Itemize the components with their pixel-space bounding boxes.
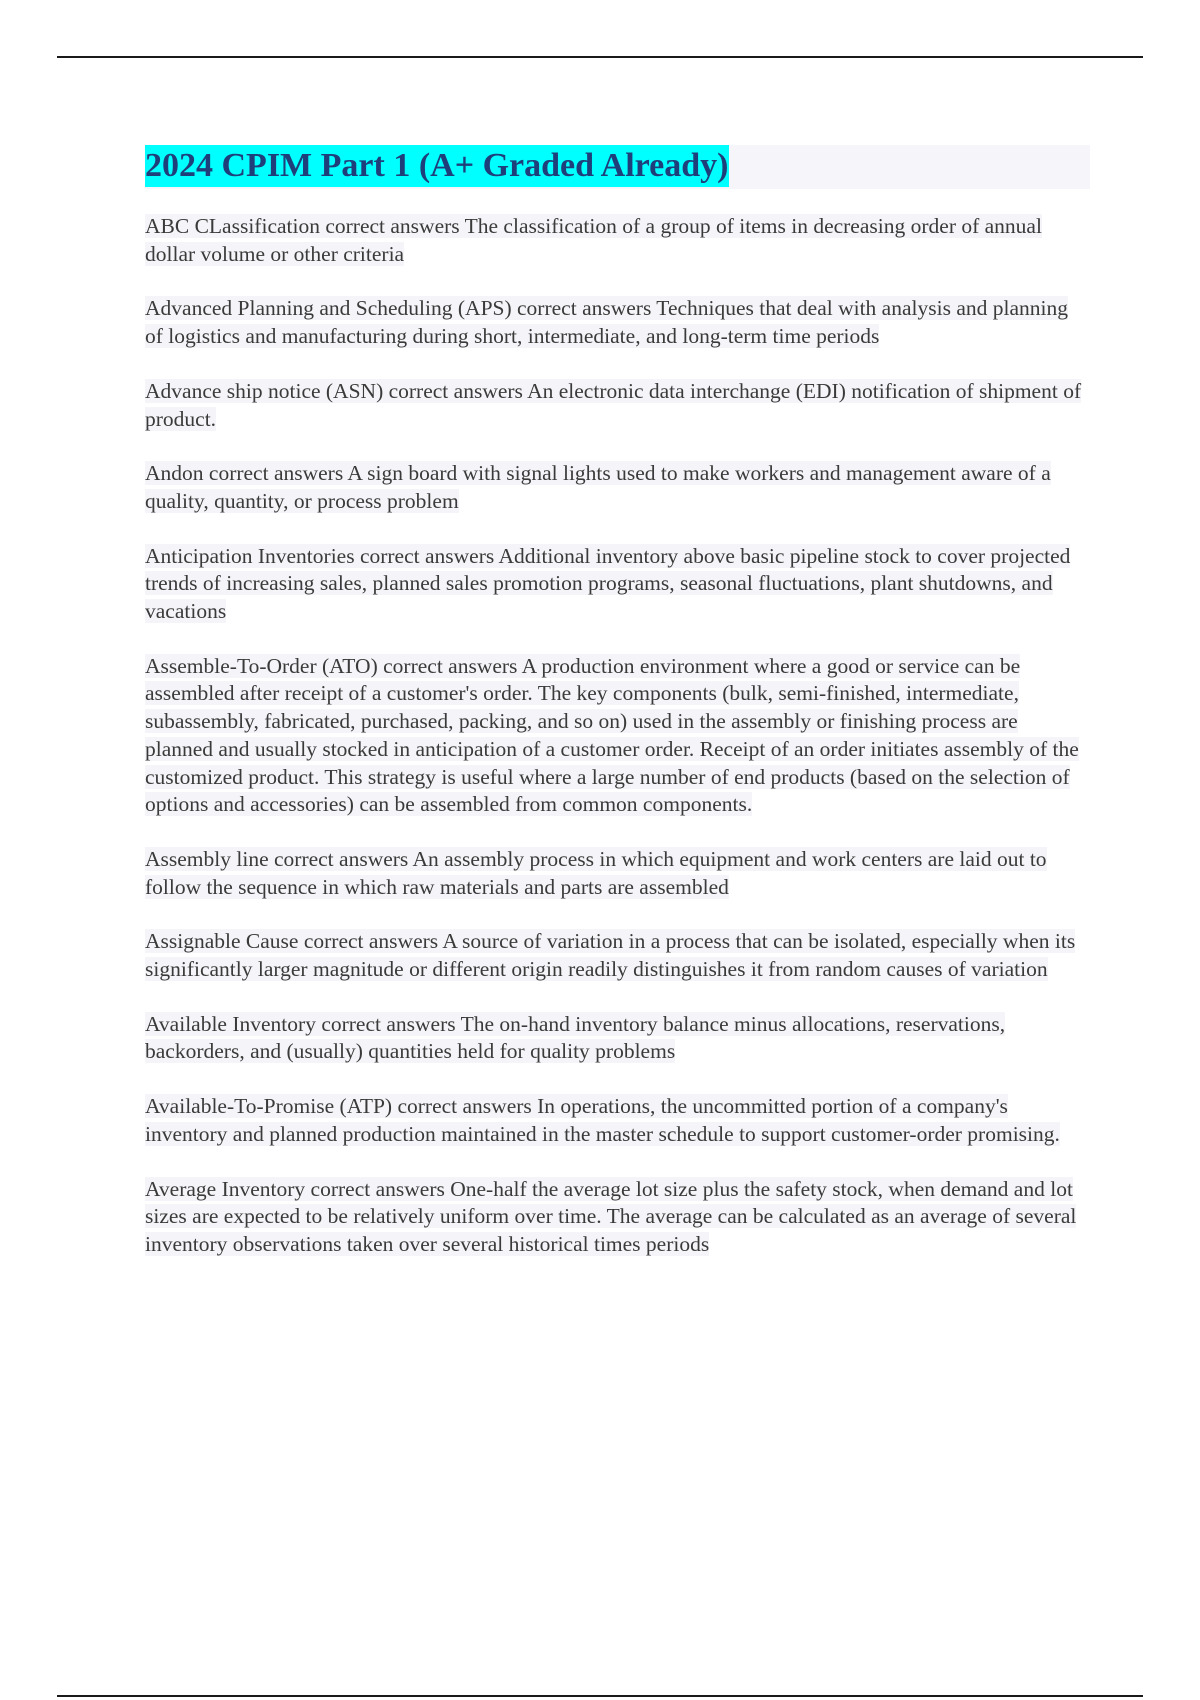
entry-text: Assemble-To-Order (ATO) correct answers A production environment where a good or service can be assembled after receipt of a customer's order. The key components (bulk, semi-finished, intermediate, subassembly, fabricated, purchased, packing, and so on) used in the assembly or finishing process are planned and usually stocked in anticipation of a customer order. Receipt of an order initiates assembly of the customized product. This strategy is useful where a large number of end products (based on the selection of options and accessories) can be assembled from common components.	[145, 653, 1079, 817]
glossary-entry-average-inventory	[145, 1176, 1090, 1259]
title-row	[145, 145, 1090, 189]
entry-text: Anticipation Inventories correct answers Additional inventory above basic pipeline stock to cover projected trends of increasing sales, planned sales promotion programs, seasonal fluctuations, plant shutdowns, and vacations	[145, 543, 1071, 624]
entry-text: Available-To-Promise (ATP) correct answers In operations, the uncommitted portion of a company's inventory and planned production maintained in the master schedule to support customer-order promising.	[145, 1094, 1060, 1146]
bottom-rule	[57, 1695, 1143, 1697]
glossary-entry-assembly-line	[145, 846, 1090, 901]
entry-text: Andon correct answers A sign board with signal lights used to make workers and management aware of a quality, quantity, or process problem	[145, 461, 1051, 513]
glossary-entry-abc-classification	[145, 213, 1090, 268]
entry-text: Average Inventory correct answers One-half the average lot size plus the safety stock, when demand and lot sizes are expected to be relatively uniform over time. The average can be calculated as an average of several inventory observations taken over several historical times periods	[145, 1176, 1077, 1256]
entry-text: Advanced Planning and Scheduling (APS) correct answers Techniques that deal with analysis and planning of logistics and manufacturing during short, intermediate, and long-term time periods	[145, 296, 1068, 349]
entry-text: Assembly line correct answers An assembly process in which equipment and work centers are laid out to follow the sequence in which raw materials and parts are assembled	[145, 846, 1047, 899]
glossary-entry-asn	[145, 378, 1090, 433]
glossary-entry-ato	[145, 653, 1090, 819]
glossary-entry-anticipation-inventories	[145, 543, 1090, 626]
glossary-entry-andon	[145, 460, 1090, 515]
top-rule	[57, 56, 1143, 58]
entry-text: Available Inventory correct answers The on-hand inventory balance minus allocations, reservations, backorders, and (usually) quantities held for quality problems	[145, 1011, 1006, 1064]
entry-text: Advance ship notice (ASN) correct answers An electronic data interchange (EDI) notification of shipment of product.	[145, 378, 1082, 431]
document-body	[145, 145, 1090, 1286]
document-title: 2024 CPIM Part 1 (A+ Graded Already)	[145, 145, 729, 187]
glossary-entry-atp	[145, 1093, 1090, 1148]
glossary-entry-aps	[145, 295, 1090, 350]
entry-text: ABC CLassification correct answers The classification of a group of items in decreasing order of annual dollar volume or other criteria	[145, 214, 1042, 266]
entry-text: Assignable Cause correct answers A source of variation in a process that can be isolated, especially when its significantly larger magnitude or different origin readily distinguishes it from random causes of variation	[145, 929, 1076, 982]
glossary-entry-assignable-cause	[145, 928, 1090, 983]
glossary-entry-available-inventory	[145, 1011, 1090, 1066]
